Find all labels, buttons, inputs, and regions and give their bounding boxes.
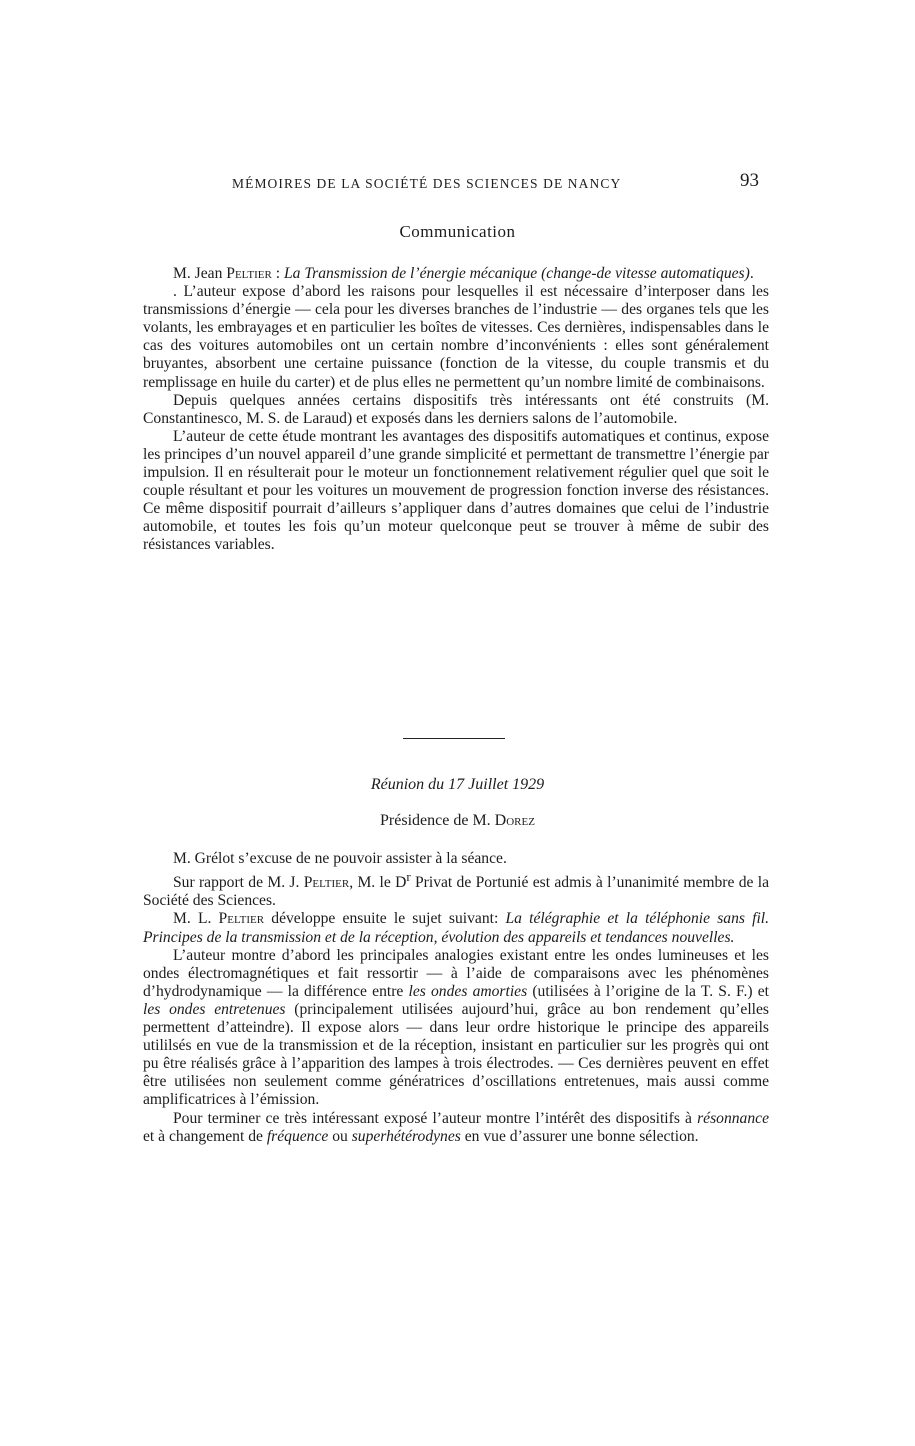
presidency-line <box>0 812 915 830</box>
p3-text-b: développe ensuite le sujet suivant: <box>264 910 506 928</box>
author-prefix: M. Jean <box>173 265 227 282</box>
communication-work-title: La Transmission de l’énergie mécanique (change-de vitesse automatiques) <box>283 265 750 282</box>
p2-text-a: Sur rapport de M. J. <box>173 874 304 892</box>
meeting-paragraph-3 <box>143 910 769 946</box>
p4-text-b: (utilisées à l’origine de la T. S. F.) et <box>527 982 770 1000</box>
p5-text-b: et à changement de <box>143 1127 267 1145</box>
communication-paragraph-1: . L’auteur expose d’abord les raisons pour lesquelles il est nécessaire d’interposer dans les transmissions d’énergie — cela pour les diverses branches de l’industrie — des organes tels que les volants, les embrayages et en particulier les boîtes de vitesses. Ces dernières, indispensables dans le cas des voitures automobiles ont un certain nombre d’inconvénients : elles sont généralement bruyantes, absorbent une certaine puissance (fonction de la vitesse, du couple transmis et du remplissage en huile du carter) et de plus elles ne permettent qu’un nombre limité de combinaisons. <box>143 283 769 391</box>
meeting-body <box>143 850 769 1146</box>
p3-name: Peltier <box>218 910 265 928</box>
p4-text-a: L’auteur montre d’abord les principales analogies existant entre les ondes lumineuses et les ondes électromagnétiques et fait ressortir — à l’aide de comparaisons avec les phénomènes d’hydrodynamique — la différence entre <box>143 946 769 1000</box>
running-head: MÉMOIRES DE LA SOCIÉTÉ DES SCIENCES DE NANCY <box>232 176 622 191</box>
president-name: Dorez <box>494 812 535 829</box>
meeting-paragraph-1: M. Grélot s’excuse de ne pouvoir assister à la séance. <box>173 850 507 867</box>
author-line-end: . <box>749 265 754 282</box>
meeting-paragraph-5 <box>143 1110 769 1146</box>
p5-text-d: en vue d’assurer une bonne sélection. <box>460 1127 699 1145</box>
p2-superscript: r <box>406 869 411 885</box>
communication-body <box>143 265 769 555</box>
p5-italic-3: superhétérodynes <box>351 1127 461 1145</box>
author-sep: : <box>271 265 284 282</box>
p3-text-a: M. L. <box>173 910 219 928</box>
page-number: 93 <box>740 170 759 191</box>
p2-name: Peltier <box>303 874 350 892</box>
communication-author-line <box>143 265 769 283</box>
p4-italic-2: les ondes entretenues <box>143 1000 286 1018</box>
p2-text-b: , M. le D <box>349 874 407 892</box>
author-name: Peltier <box>226 265 272 282</box>
p5-italic-1: résonnance <box>697 1109 769 1127</box>
p4-text-c: (principalement utilisées aujourd’hui, grâce au bon rendement qu’elles permettent d’atteindre). Il expose alors — dans leur ordre historique le principe des appareils utililsés en vue de la transmission et de la réception, insistant en particulier sur les progrès qui ont pu être réalisés grâce à l’apparition des lampes à trois électrodes. — Ces dernières peuvent en effet être utilisées non seulement comme génératrices d’oscillations entretenues, mais aussi comme amplificatrices à l’émission. <box>143 1000 769 1109</box>
section-title: Communication <box>399 222 516 241</box>
communication-paragraph-2: Depuis quelques années certains dispositifs très intéressants ont été construits (M. Constantinesco, M. S. de Laraud) et exposés dans les derniers salons de l’automobile. <box>143 391 769 427</box>
p5-text-a: Pour terminer ce très intéressant exposé l’auteur montre l’intérêt des dispositifs à <box>173 1109 698 1127</box>
meeting-date-heading: Réunion du 17 Juillet 1929 <box>370 776 545 793</box>
p2-text-c: Privat de Portunié est admis à l’unanimité membre de la Société des Sciences. <box>143 874 770 910</box>
p5-italic-2: fréquence <box>266 1127 329 1145</box>
p5-text-c: ou <box>328 1127 352 1145</box>
section-divider <box>403 738 505 739</box>
meeting-paragraph-2 <box>143 868 769 910</box>
communication-paragraph-3: L’auteur de cette étude montrant les avantages des dispositifs automatiques et continus, expose les principes d’un nouvel appareil d’une grande simplicité et permettant de transmettre l’énergie par impulsion. Il en résulterait pour le moteur un fonctionnement relativement régulier quel que soit le couple résultant et pour les voitures un mouvement de progression fonction inverse des résistances. Ce même dispositif pourrait d’ailleurs s’appliquer dans d’autres domaines que celui de l’industrie automobile, et toutes les fois qu’un moteur quelconque peut se trouver à même de subir des résistances variables. <box>143 427 769 554</box>
presidency-prefix: Présidence de M. <box>380 812 495 829</box>
meeting-paragraph-4 <box>143 947 769 1110</box>
p4-italic-1: les ondes amorties <box>408 982 528 1000</box>
p3-topic: La télégraphie et la téléphonie sans fil. Principes de la transmission et de la réception, évolution des appareils et tendances nouvelles. <box>143 910 770 946</box>
